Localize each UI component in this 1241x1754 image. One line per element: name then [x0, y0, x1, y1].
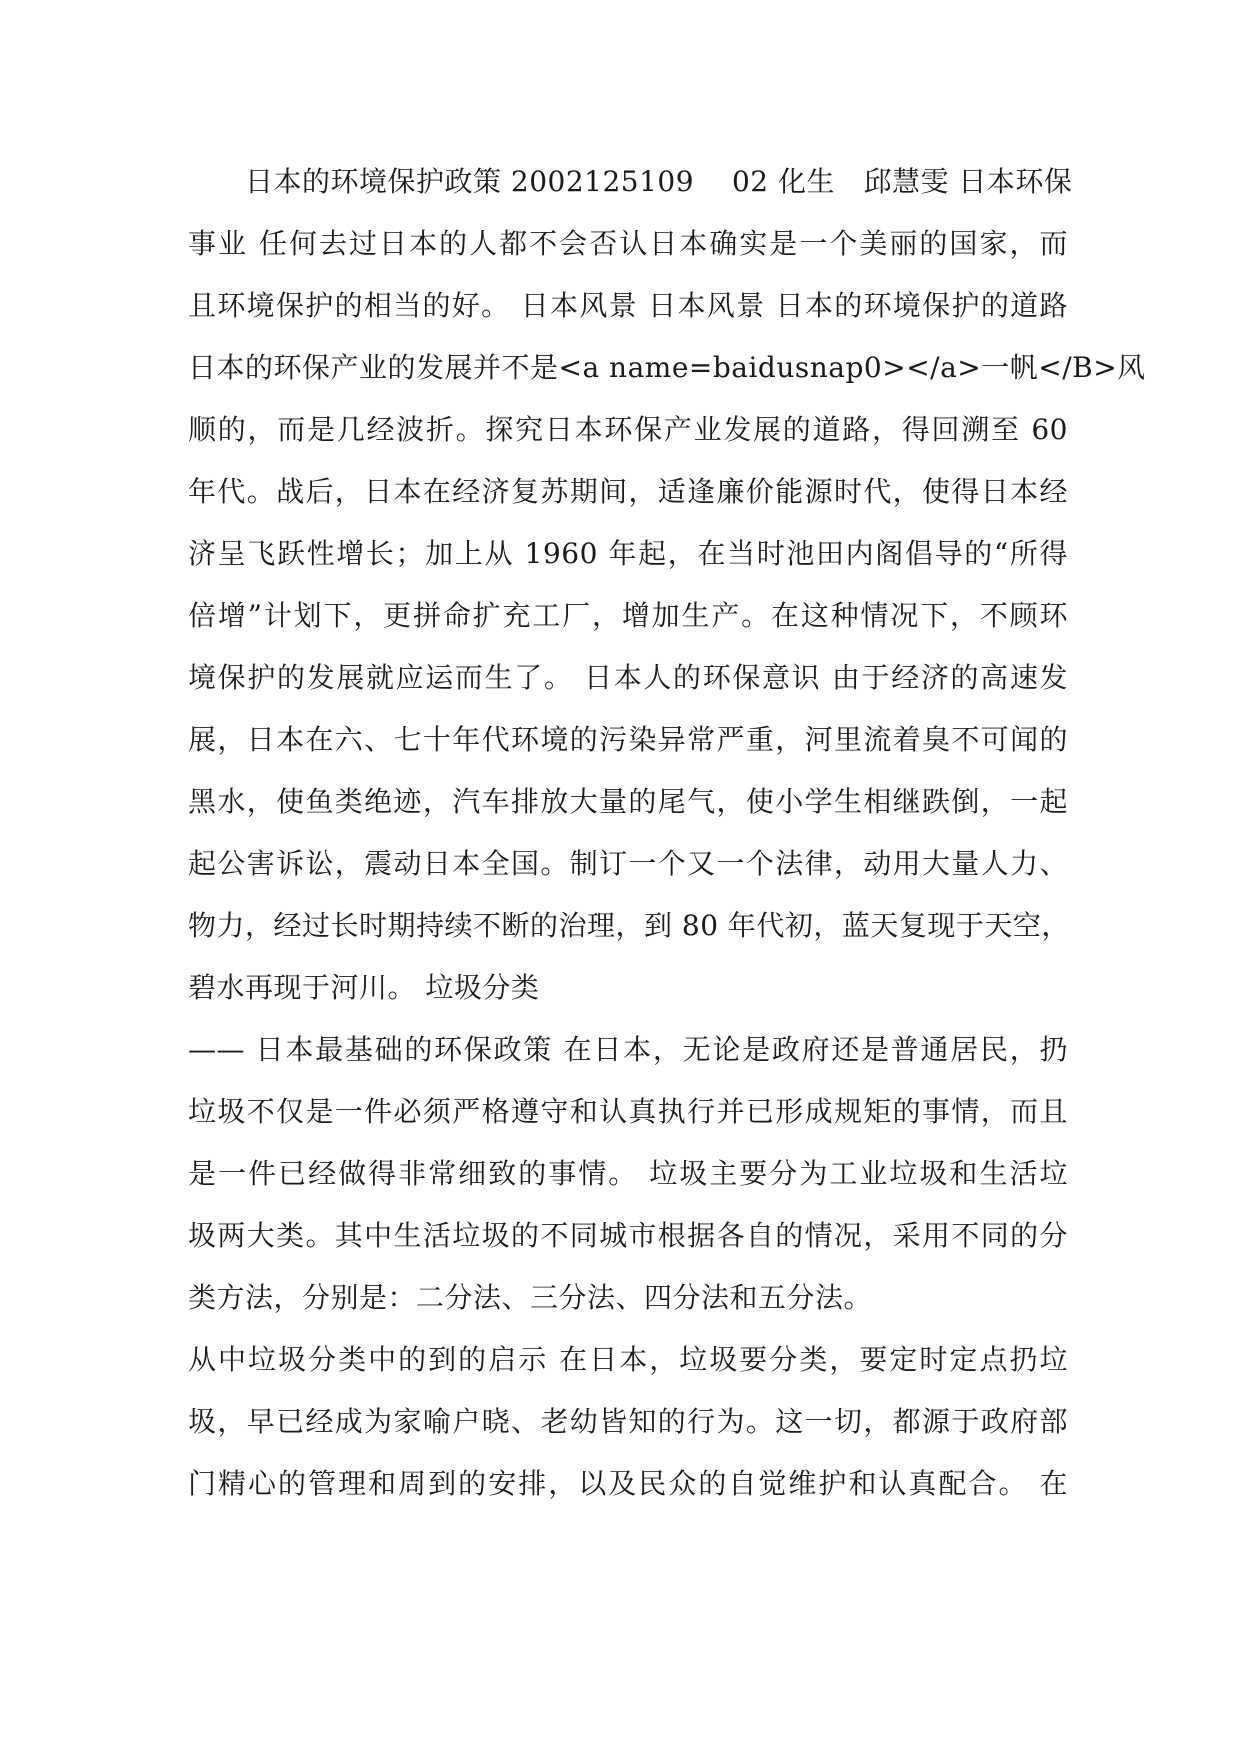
text-line: 门精心的管理和周到的安排，以及民众的自觉维护和认真配合。 在	[188, 1467, 1068, 1500]
text-line: 济呈飞跃性增长；加上从 1960 年起，在当时池田内阁倡导的“所得	[188, 537, 1068, 570]
text-line: 日本的环保产业的发展并不是<a name=baidusnap0></a>一帆</B>风	[188, 351, 1146, 384]
text-line: 黑水，使鱼类绝迹，汽车排放大量的尾气，使小学生相继跌倒，一起	[188, 785, 1068, 818]
text-line: 物力，经过长时期持续不断的治理，到 80 年代初，蓝天复现于天空，	[188, 909, 1070, 942]
text-line: 展，日本在六、七十年代环境的污染异常严重，河里流着臭不可闻的	[188, 723, 1068, 756]
text-line: 类方法，分别是：二分法、三分法、四分法和五分法。	[188, 1281, 873, 1314]
text-line: 倍增”计划下，更拼命扩充工厂，增加生产。在这种情况下，不顾环	[188, 599, 1068, 632]
text-line: 事业 任何去过日本的人都不会否认日本确实是一个美丽的国家，而	[188, 227, 1068, 260]
text-line: 顺的，而是几经波折。探究日本环保产业发展的道路，得回溯至 60	[188, 413, 1068, 446]
text-line: 圾两大类。其中生活垃圾的不同城市根据各自的情况，采用不同的分	[188, 1219, 1068, 1252]
text-line: —— 日本最基础的环保政策 在日本，无论是政府还是普通居民，扔	[188, 1033, 1068, 1066]
text-line: 是一件已经做得非常细致的事情。 垃圾主要分为工业垃圾和生活垃	[188, 1157, 1068, 1190]
text-line: 且环境保护的相当的好。 日本风景 日本风景 日本的环境保护的道路	[188, 289, 1068, 322]
text-line: 日本的环境保护政策 2002125109 02 化生 邱慧雯 日本环保	[188, 165, 1073, 198]
text-line: 圾，早已经成为家喻户晓、老幼皆知的行为。这一切，都源于政府部	[188, 1405, 1068, 1438]
text-line: 境保护的发展就应运而生了。 日本人的环保意识 由于经济的高速发	[188, 661, 1068, 694]
text-line: 从中垃圾分类中的到的启示 在日本，垃圾要分类，要定时定点扔垃	[188, 1343, 1068, 1376]
text-line: 起公害诉讼，震动日本全国。制订一个又一个法律，动用大量人力、	[188, 847, 1068, 880]
text-line: 垃圾不仅是一件必须严格遵守和认真执行并已形成规矩的事情，而且	[188, 1095, 1068, 1128]
text-line: 碧水再现于河川。 垃圾分类	[188, 971, 540, 1004]
text-line: 年代。战后，日本在经济复苏期间，适逢廉价能源时代，使得日本经	[188, 475, 1068, 508]
body-text	[188, 160, 1146, 1524]
